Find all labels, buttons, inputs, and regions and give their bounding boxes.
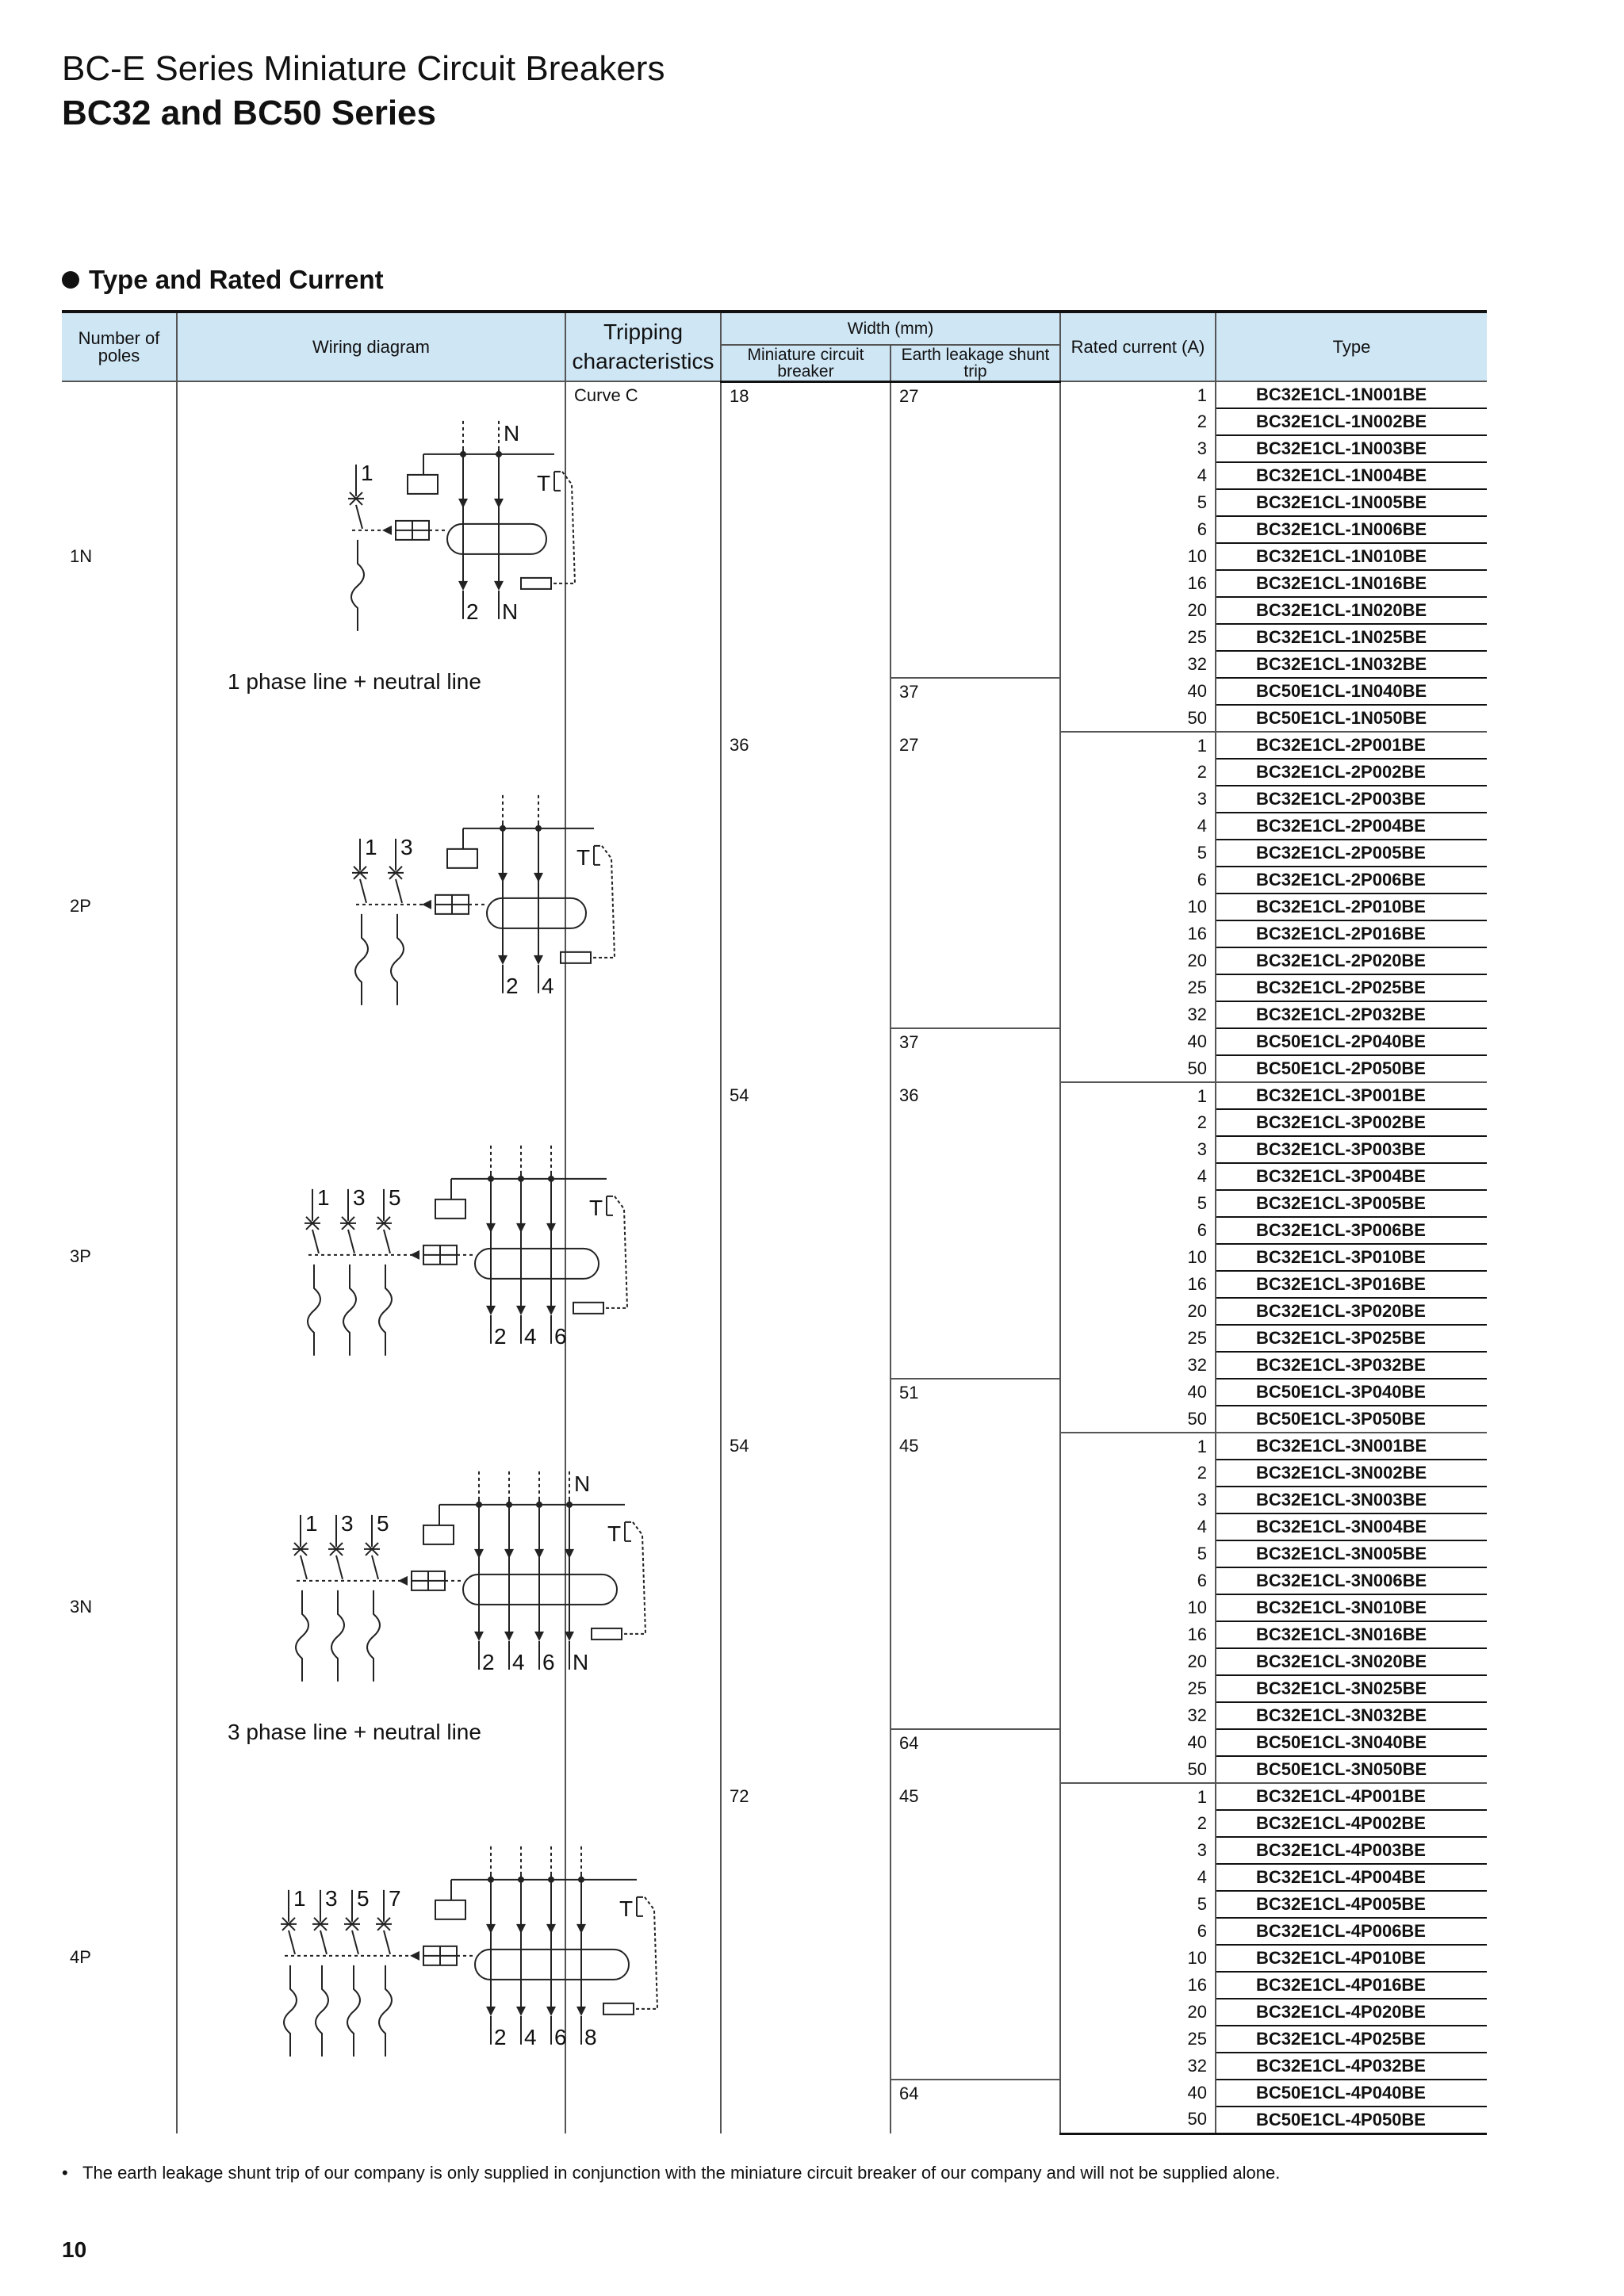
arrow-icon [486,1223,496,1233]
rated-current-cell: 25 [1060,1325,1216,1352]
pole-output-label: 2 [494,2024,507,2049]
table-row [62,1783,1487,1810]
rated-current-cell: 3 [1060,1487,1216,1513]
junction-dot [500,825,506,832]
type-cell: BC32E1CL-2P001BE [1216,732,1487,759]
type-cell: BC32E1CL-3N020BE [1216,1648,1487,1675]
arrow-icon [458,499,468,508]
header-tripping: Tripping characteristics [565,312,721,381]
junction-dot [518,1877,524,1883]
type-cell: BC32E1CL-3P005BE [1216,1190,1487,1217]
wiring-diagram [178,732,591,1082]
junction-dot [488,1176,494,1182]
arrow-icon [516,2007,526,2016]
pole-output-label: 4 [512,1649,525,1674]
rated-current-cell: 50 [1060,2107,1216,2133]
mcb-width-cell: 18 [721,381,891,732]
arrow-icon [410,1250,419,1260]
thermal-coil-icon [343,1230,356,1356]
type-cell: BC32E1CL-1N003BE [1216,435,1487,462]
type-cell: BC32E1CL-3P002BE [1216,1109,1487,1136]
type-cell: BC32E1CL-3N002BE [1216,1460,1487,1487]
thermal-coil-icon [391,879,404,1005]
type-cell: BC32E1CL-1N005BE [1216,489,1487,516]
header-poles: Number of poles [62,312,177,381]
rated-current-cell: 2 [1060,1810,1216,1837]
arrow-icon [516,1306,526,1315]
elst-width-cell: 37 [891,678,1060,732]
rated-current-cell: 20 [1060,1999,1216,2026]
rated-current-cell: 2 [1060,759,1216,786]
type-cell: BC32E1CL-4P004BE [1216,1864,1487,1891]
pole-input-label: 3 [353,1184,366,1210]
rated-current-cell: 10 [1060,1945,1216,1972]
wiring-diagram [178,382,563,733]
rated-current-cell: 4 [1060,1864,1216,1891]
rated-current-cell: 10 [1060,1244,1216,1271]
pole-input-label: 3 [400,834,413,859]
wiring-diagram [178,1082,603,1433]
header-mcb: Miniature circuit breaker [721,345,891,381]
rated-current-cell: 5 [1060,1190,1216,1217]
junction-dot [566,1502,573,1508]
rated-current-cell: 16 [1060,920,1216,947]
type-cell: BC32E1CL-2P005BE [1216,840,1487,867]
arrow-icon [516,1223,526,1233]
section-heading [62,265,384,295]
type-cell: BC32E1CL-3N016BE [1216,1621,1487,1648]
table-row [62,1433,1487,1460]
elst-width-cell: 51 [891,1379,1060,1433]
page-number: 10 [62,2237,87,2262]
rated-current-cell: 3 [1060,1837,1216,1864]
arrow-icon [516,1924,526,1934]
type-cell: BC32E1CL-3P032BE [1216,1352,1487,1379]
pole-output-label: 6 [542,1649,555,1674]
junction-dot [506,1502,512,1508]
type-cell: BC32E1CL-4P006BE [1216,1918,1487,1945]
pole-output-label: 8 [584,2024,597,2049]
type-cell: BC50E1CL-1N040BE [1216,678,1487,705]
bullet-icon [62,271,79,289]
mcb-width-cell: 72 [721,1783,891,2133]
type-cell: BC32E1CL-3P025BE [1216,1325,1487,1352]
arrow-icon [534,955,543,965]
neutral-top-label: N [504,420,520,446]
rated-current-cell: 6 [1060,1217,1216,1244]
type-cell: BC32E1CL-2P003BE [1216,786,1487,813]
rated-current-cell: 40 [1060,678,1216,705]
type-cell: BC32E1CL-3N001BE [1216,1433,1487,1460]
rated-current-cell: 1 [1060,1433,1216,1460]
type-cell: BC32E1CL-3P001BE [1216,1082,1487,1109]
elst-width-cell: 64 [891,1729,1060,1783]
rated-current-cell: 6 [1060,867,1216,894]
pole-output-label: N [502,599,519,624]
type-cell: BC32E1CL-3N025BE [1216,1675,1487,1702]
table-row [62,381,1487,408]
rated-current-cell: 50 [1060,705,1216,732]
pole-output-label: 4 [524,2024,537,2049]
type-cell: BC32E1CL-2P020BE [1216,947,1487,974]
elst-width-cell: 37 [891,1028,1060,1082]
arrow-icon [546,1306,556,1315]
rated-current-cell: 6 [1060,516,1216,543]
junction-dot [496,451,502,457]
rated-current-cell: 3 [1060,435,1216,462]
type-cell: BC50E1CL-2P040BE [1216,1028,1487,1055]
pole-input-label: 5 [389,1184,401,1210]
rated-current-cell: 50 [1060,1055,1216,1082]
neutral-top-label: N [574,1471,591,1496]
table-row [62,1082,1487,1109]
test-button-label: T [619,1896,634,1921]
rated-current-cell: 3 [1060,786,1216,813]
rated-current-cell: 5 [1060,1540,1216,1567]
poles-label: 4P [70,1947,91,1967]
pole-output-label: 6 [554,2024,567,2049]
junction-dot [488,1877,494,1883]
pole-output-label: 2 [482,1649,495,1674]
arrow-icon [498,873,508,882]
arrow-icon [546,1223,556,1233]
thermal-coil-icon [367,1556,380,1682]
type-cell: BC32E1CL-4P020BE [1216,1999,1487,2026]
elst-width-cell: 36 [891,1082,1060,1379]
type-cell: BC50E1CL-2P050BE [1216,1055,1487,1082]
rated-current-cell: 50 [1060,1406,1216,1433]
type-cell: BC32E1CL-4P010BE [1216,1945,1487,1972]
thermal-coil-icon [355,879,368,1005]
diagram-caption: 3 phase line + neutral line [228,1720,481,1744]
rated-current-cell: 5 [1060,489,1216,516]
type-cell: BC32E1CL-1N016BE [1216,570,1487,597]
rated-current-cell: 32 [1060,1702,1216,1729]
rated-current-cell: 25 [1060,1675,1216,1702]
poles-label: 2P [70,896,91,916]
footnote-text: The earth leakage shunt trip of our company is only supplied in conjunction with the miniature circuit breaker of our company and will not be supplied alone. [82,2163,1281,2183]
pole-input-label: 1 [365,834,377,859]
thermal-coil-icon [347,1931,360,2057]
arrow-icon [504,1549,514,1559]
rated-current-cell: 1 [1060,381,1216,408]
diagram-caption: 1 phase line + neutral line [228,669,481,694]
arrow-icon [534,873,543,882]
poles-cell [62,381,177,732]
type-cell: BC32E1CL-3P016BE [1216,1271,1487,1298]
rated-current-cell: 32 [1060,1352,1216,1379]
type-cell: BC32E1CL-2P025BE [1216,974,1487,1001]
arrow-icon [458,581,468,591]
rated-current-cell: 16 [1060,1621,1216,1648]
relay-box [423,1525,454,1544]
type-cell: BC32E1CL-3N005BE [1216,1540,1487,1567]
type-cell: BC32E1CL-2P032BE [1216,1001,1487,1028]
rated-current-cell: 32 [1060,1001,1216,1028]
type-cell: BC32E1CL-4P025BE [1216,2026,1487,2053]
rated-current-cell: 1 [1060,732,1216,759]
type-cell: BC32E1CL-3P004BE [1216,1163,1487,1190]
arrow-icon [504,1632,514,1641]
wiring-diagram [178,1783,634,2133]
rated-current-cell: 10 [1060,894,1216,920]
rated-current-cell: 50 [1060,1756,1216,1783]
arrow-icon [422,900,431,909]
poles-cell [62,732,177,1082]
header-elst: Earth leakage shunt trip [891,345,1060,381]
wiring-diagram-cell [177,732,591,1082]
thermal-coil-icon [284,1931,297,2057]
thermal-coil-icon [316,1931,328,2057]
pole-output-label: 6 [554,1323,567,1349]
rated-current-cell: 40 [1060,2080,1216,2107]
mcb-width-cell: 54 [721,1433,891,1783]
type-cell: BC50E1CL-4P050BE [1216,2107,1487,2133]
rated-current-cell: 4 [1060,1163,1216,1190]
relay-box [447,849,477,868]
type-cell: BC32E1CL-4P032BE [1216,2053,1487,2080]
type-rated-current-table [62,310,1487,2135]
rated-current-cell: 5 [1060,840,1216,867]
rated-current-cell: 16 [1060,570,1216,597]
type-cell: BC50E1CL-3P040BE [1216,1379,1487,1406]
test-button-label: T [607,1521,622,1546]
rated-current-cell: 1 [1060,1082,1216,1109]
type-cell: BC32E1CL-3P010BE [1216,1244,1487,1271]
wiring-diagram-cell [177,381,565,732]
relay-box [435,1900,465,1919]
poles-cell [62,1433,177,1783]
rated-current-cell: 6 [1060,1567,1216,1594]
poles-label: 3P [70,1246,91,1266]
junction-dot [548,1877,554,1883]
junction-dot [578,1877,584,1883]
rated-current-cell: 32 [1060,2053,1216,2080]
series-subtitle: BC32 and BC50 Series [62,94,436,132]
arrow-icon [474,1549,484,1559]
arrow-icon [494,581,504,591]
arrow-icon [534,1549,544,1559]
arrow-icon [486,1924,496,1934]
rated-current-cell: 6 [1060,1918,1216,1945]
type-cell: BC32E1CL-3N006BE [1216,1567,1487,1594]
junction-dot [535,825,542,832]
rated-current-cell: 2 [1060,1460,1216,1487]
pole-input-label: 5 [357,1885,370,1911]
section-title: Type and Rated Current [89,265,384,294]
relay-box [408,475,438,494]
rated-current-cell: 25 [1060,974,1216,1001]
table-row [62,732,1487,759]
elst-width-cell: 27 [891,381,1060,678]
type-cell: BC50E1CL-3P050BE [1216,1406,1487,1433]
type-cell: BC32E1CL-2P002BE [1216,759,1487,786]
arrow-icon [398,1576,408,1586]
pole-input-label: 5 [377,1510,389,1536]
elst-width-cell: 45 [891,1433,1060,1729]
pole-input-label: 1 [305,1510,318,1536]
test-button-label: T [589,1195,603,1220]
arrow-icon [382,526,392,535]
arrow-icon [486,2007,496,2016]
wiring-diagram-cell [177,1433,622,1783]
pole-output-label: 4 [542,973,554,998]
pole-output-label: 4 [524,1323,537,1349]
junction-dot [536,1502,542,1508]
pole-output-label: 2 [494,1323,507,1349]
pole-input-label: 1 [293,1885,306,1911]
series-title: BC-E Series Miniature Circuit Breakers [62,49,665,88]
rated-current-cell: 20 [1060,1298,1216,1325]
arrow-icon [494,499,504,508]
test-switch-icon [554,472,561,491]
resistor-icon [521,578,551,589]
type-cell: BC32E1CL-1N006BE [1216,516,1487,543]
rated-current-cell: 25 [1060,2026,1216,2053]
rated-current-cell: 5 [1060,1891,1216,1918]
type-cell: BC32E1CL-1N020BE [1216,597,1487,624]
elst-width-cell: 45 [891,1783,1060,2080]
thermal-coil-icon [308,1230,320,1356]
type-cell: BC32E1CL-2P010BE [1216,894,1487,920]
junction-dot [548,1176,554,1182]
thermal-coil-icon [331,1556,344,1682]
pole-input-label: 3 [341,1510,354,1536]
rated-current-cell: 32 [1060,651,1216,678]
type-cell: BC32E1CL-4P001BE [1216,1783,1487,1810]
poles-label: 1N [70,546,93,566]
type-cell: BC32E1CL-2P016BE [1216,920,1487,947]
header-type: Type [1216,312,1487,381]
wiring-diagram-cell [177,1783,634,2133]
test-button-label: T [576,844,591,870]
pole-input-label: 1 [317,1184,330,1210]
type-cell: BC32E1CL-3N003BE [1216,1487,1487,1513]
rated-current-cell: 16 [1060,1972,1216,1999]
rated-current-cell: 2 [1060,408,1216,435]
header-rated: Rated current (A) [1060,312,1216,381]
elst-width-cell: 27 [891,732,1060,1028]
rated-current-cell: 10 [1060,543,1216,570]
footnote: • The earth leakage shunt trip of our company is only supplied in conjunction with the miniature circuit breaker of our company and will not be supplied alone. [62,2163,1281,2183]
type-cell: BC32E1CL-1N004BE [1216,462,1487,489]
pole-input-label: 1 [361,460,373,485]
arrow-icon [498,955,508,965]
header-width: Width (mm) [721,312,1060,345]
test-button-label: T [537,470,551,496]
junction-dot [476,1502,482,1508]
rated-current-cell: 25 [1060,624,1216,651]
type-cell: BC32E1CL-1N010BE [1216,543,1487,570]
type-cell: BC50E1CL-3N050BE [1216,1756,1487,1783]
type-cell: BC32E1CL-3N004BE [1216,1513,1487,1540]
type-cell: BC50E1CL-4P040BE [1216,2080,1487,2107]
type-cell: BC32E1CL-1N001BE [1216,381,1487,408]
type-cell: BC32E1CL-3P006BE [1216,1217,1487,1244]
mcb-width-cell: 36 [721,732,891,1082]
arrow-icon [486,1306,496,1315]
type-cell: BC32E1CL-1N025BE [1216,624,1487,651]
type-cell: BC32E1CL-4P005BE [1216,1891,1487,1918]
rated-current-cell: 20 [1060,597,1216,624]
rated-current-cell: 40 [1060,1379,1216,1406]
rated-current-cell: 20 [1060,1648,1216,1675]
type-cell: BC32E1CL-2P004BE [1216,813,1487,840]
rated-current-cell: 10 [1060,1594,1216,1621]
rated-current-cell: 20 [1060,947,1216,974]
type-cell: BC50E1CL-1N050BE [1216,705,1487,732]
type-cell: BC32E1CL-4P016BE [1216,1972,1487,1999]
arrow-icon [474,1632,484,1641]
poles-cell [62,1783,177,2133]
rated-current-cell: 4 [1060,462,1216,489]
type-cell: BC50E1CL-3N040BE [1216,1729,1487,1756]
arrow-icon [534,1632,544,1641]
relay-box [435,1200,465,1219]
type-cell: BC32E1CL-4P003BE [1216,1837,1487,1864]
thermal-coil-icon [379,1230,392,1356]
tripping-cell: Curve C [565,381,721,2133]
pole-input-label: 7 [389,1885,401,1911]
type-cell: BC32E1CL-4P002BE [1216,1810,1487,1837]
type-cell: BC32E1CL-1N032BE [1216,651,1487,678]
wiring-diagram [178,1433,622,1783]
type-cell: BC32E1CL-1N002BE [1216,408,1487,435]
zct-oval [447,524,546,554]
poles-cell [62,1082,177,1433]
rated-current-cell: 4 [1060,813,1216,840]
pole-output-label: 2 [466,599,479,624]
pole-input-label: 3 [325,1885,338,1911]
wiring-diagram-cell [177,1082,603,1433]
rated-current-cell: 1 [1060,1783,1216,1810]
junction-dot [518,1176,524,1182]
type-cell: BC32E1CL-3N032BE [1216,1702,1487,1729]
rated-current-cell: 16 [1060,1271,1216,1298]
arrow-icon [410,1951,419,1961]
pole-output-label: 2 [506,973,519,998]
junction-dot [460,451,466,457]
rated-current-cell: 40 [1060,1729,1216,1756]
thermal-coil-icon [351,505,364,631]
rated-current-cell: 2 [1060,1109,1216,1136]
arrow-icon [546,2007,556,2016]
rated-current-cell: 3 [1060,1136,1216,1163]
rated-current-cell: 40 [1060,1028,1216,1055]
rated-current-cell: 4 [1060,1513,1216,1540]
thermal-coil-icon [296,1556,308,1682]
pole-output-label: N [573,1649,589,1674]
type-cell: BC32E1CL-3P003BE [1216,1136,1487,1163]
thermal-coil-icon [379,1931,392,2057]
elst-width-cell: 64 [891,2080,1060,2133]
type-cell: BC32E1CL-3P020BE [1216,1298,1487,1325]
type-cell: BC32E1CL-2P006BE [1216,867,1487,894]
type-cell: BC32E1CL-3N010BE [1216,1594,1487,1621]
arrow-icon [546,1924,556,1934]
poles-label: 3N [70,1597,93,1617]
mcb-width-cell: 54 [721,1082,891,1433]
header-wiring: Wiring diagram [177,312,565,381]
